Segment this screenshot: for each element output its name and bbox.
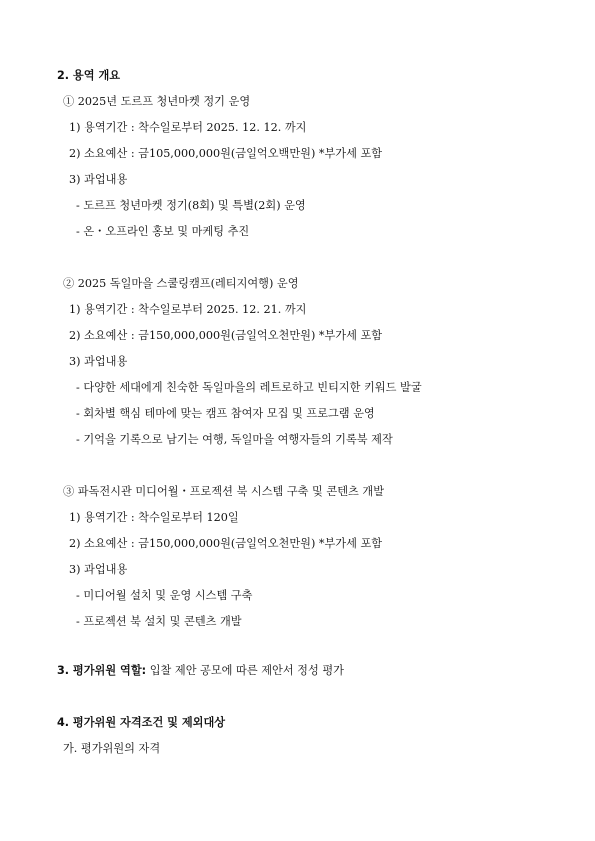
item-3-task: - 미디어월 설치 및 운영 시스템 구축 [76,589,253,602]
item-2-title: ② 2025 독일마을 스쿨링캠프(레티지여행) 운영 [63,277,299,290]
section-4-heading: 4. 평가위원 자격조건 및 제외대상 [57,716,226,729]
section-4-subheading: 가. 평가위원의 자격 [63,742,161,755]
item-1-budget: 2) 소요예산 : 금105,000,000원(금일억오백만원) *부가세 포함 [69,147,383,160]
item-2-task: - 회차별 핵심 테마에 맞는 캠프 참여자 모집 및 프로그램 운영 [76,407,375,420]
item-1-task: - 온・오프라인 홍보 및 마케팅 추진 [76,225,250,238]
item-2-task: - 다양한 세대에게 친숙한 독일마을의 레트로하고 빈티지한 키워드 발굴 [76,381,422,394]
item-2-budget: 2) 소요예산 : 금150,000,000원(금일억오천만원) *부가세 포함 [69,329,383,342]
section-3-line [57,664,344,678]
item-1-period: 1) 용역기간 : 착수일로부터 2025. 12. 12. 까지 [69,121,307,134]
item-1-title: ① 2025년 도르프 청년마켓 정기 운영 [63,95,251,108]
section-2-heading: 2. 용역 개요 [57,69,121,82]
item-2-period: 1) 용역기간 : 착수일로부터 2025. 12. 21. 까지 [69,303,307,316]
item-1-task: - 도르프 청년마켓 정기(8회) 및 특별(2회) 운영 [76,199,306,212]
item-3-title: ③ 파독전시관 미디어월・프로젝션 북 시스템 구축 및 콘텐츠 개발 [63,485,385,498]
item-3-tasks-label: 3) 과업내용 [69,563,128,576]
item-3-budget: 2) 소요예산 : 금150,000,000원(금일억오천만원) *부가세 포함 [69,537,383,550]
section-3-heading: 3. 평가위원 역할: [57,664,147,677]
item-1-tasks-label: 3) 과업내용 [69,173,128,186]
section-3-text: 입찰 제안 공모에 따른 제안서 정성 평가 [146,664,344,677]
item-2-task: - 기억을 기록으로 남기는 여행, 독일마을 여행자들의 기록북 제작 [76,433,393,446]
item-3-period: 1) 용역기간 : 착수일로부터 120일 [69,511,239,524]
item-2-tasks-label: 3) 과업내용 [69,355,128,368]
item-3-task: - 프로젝션 북 설치 및 콘텐츠 개발 [76,615,242,628]
